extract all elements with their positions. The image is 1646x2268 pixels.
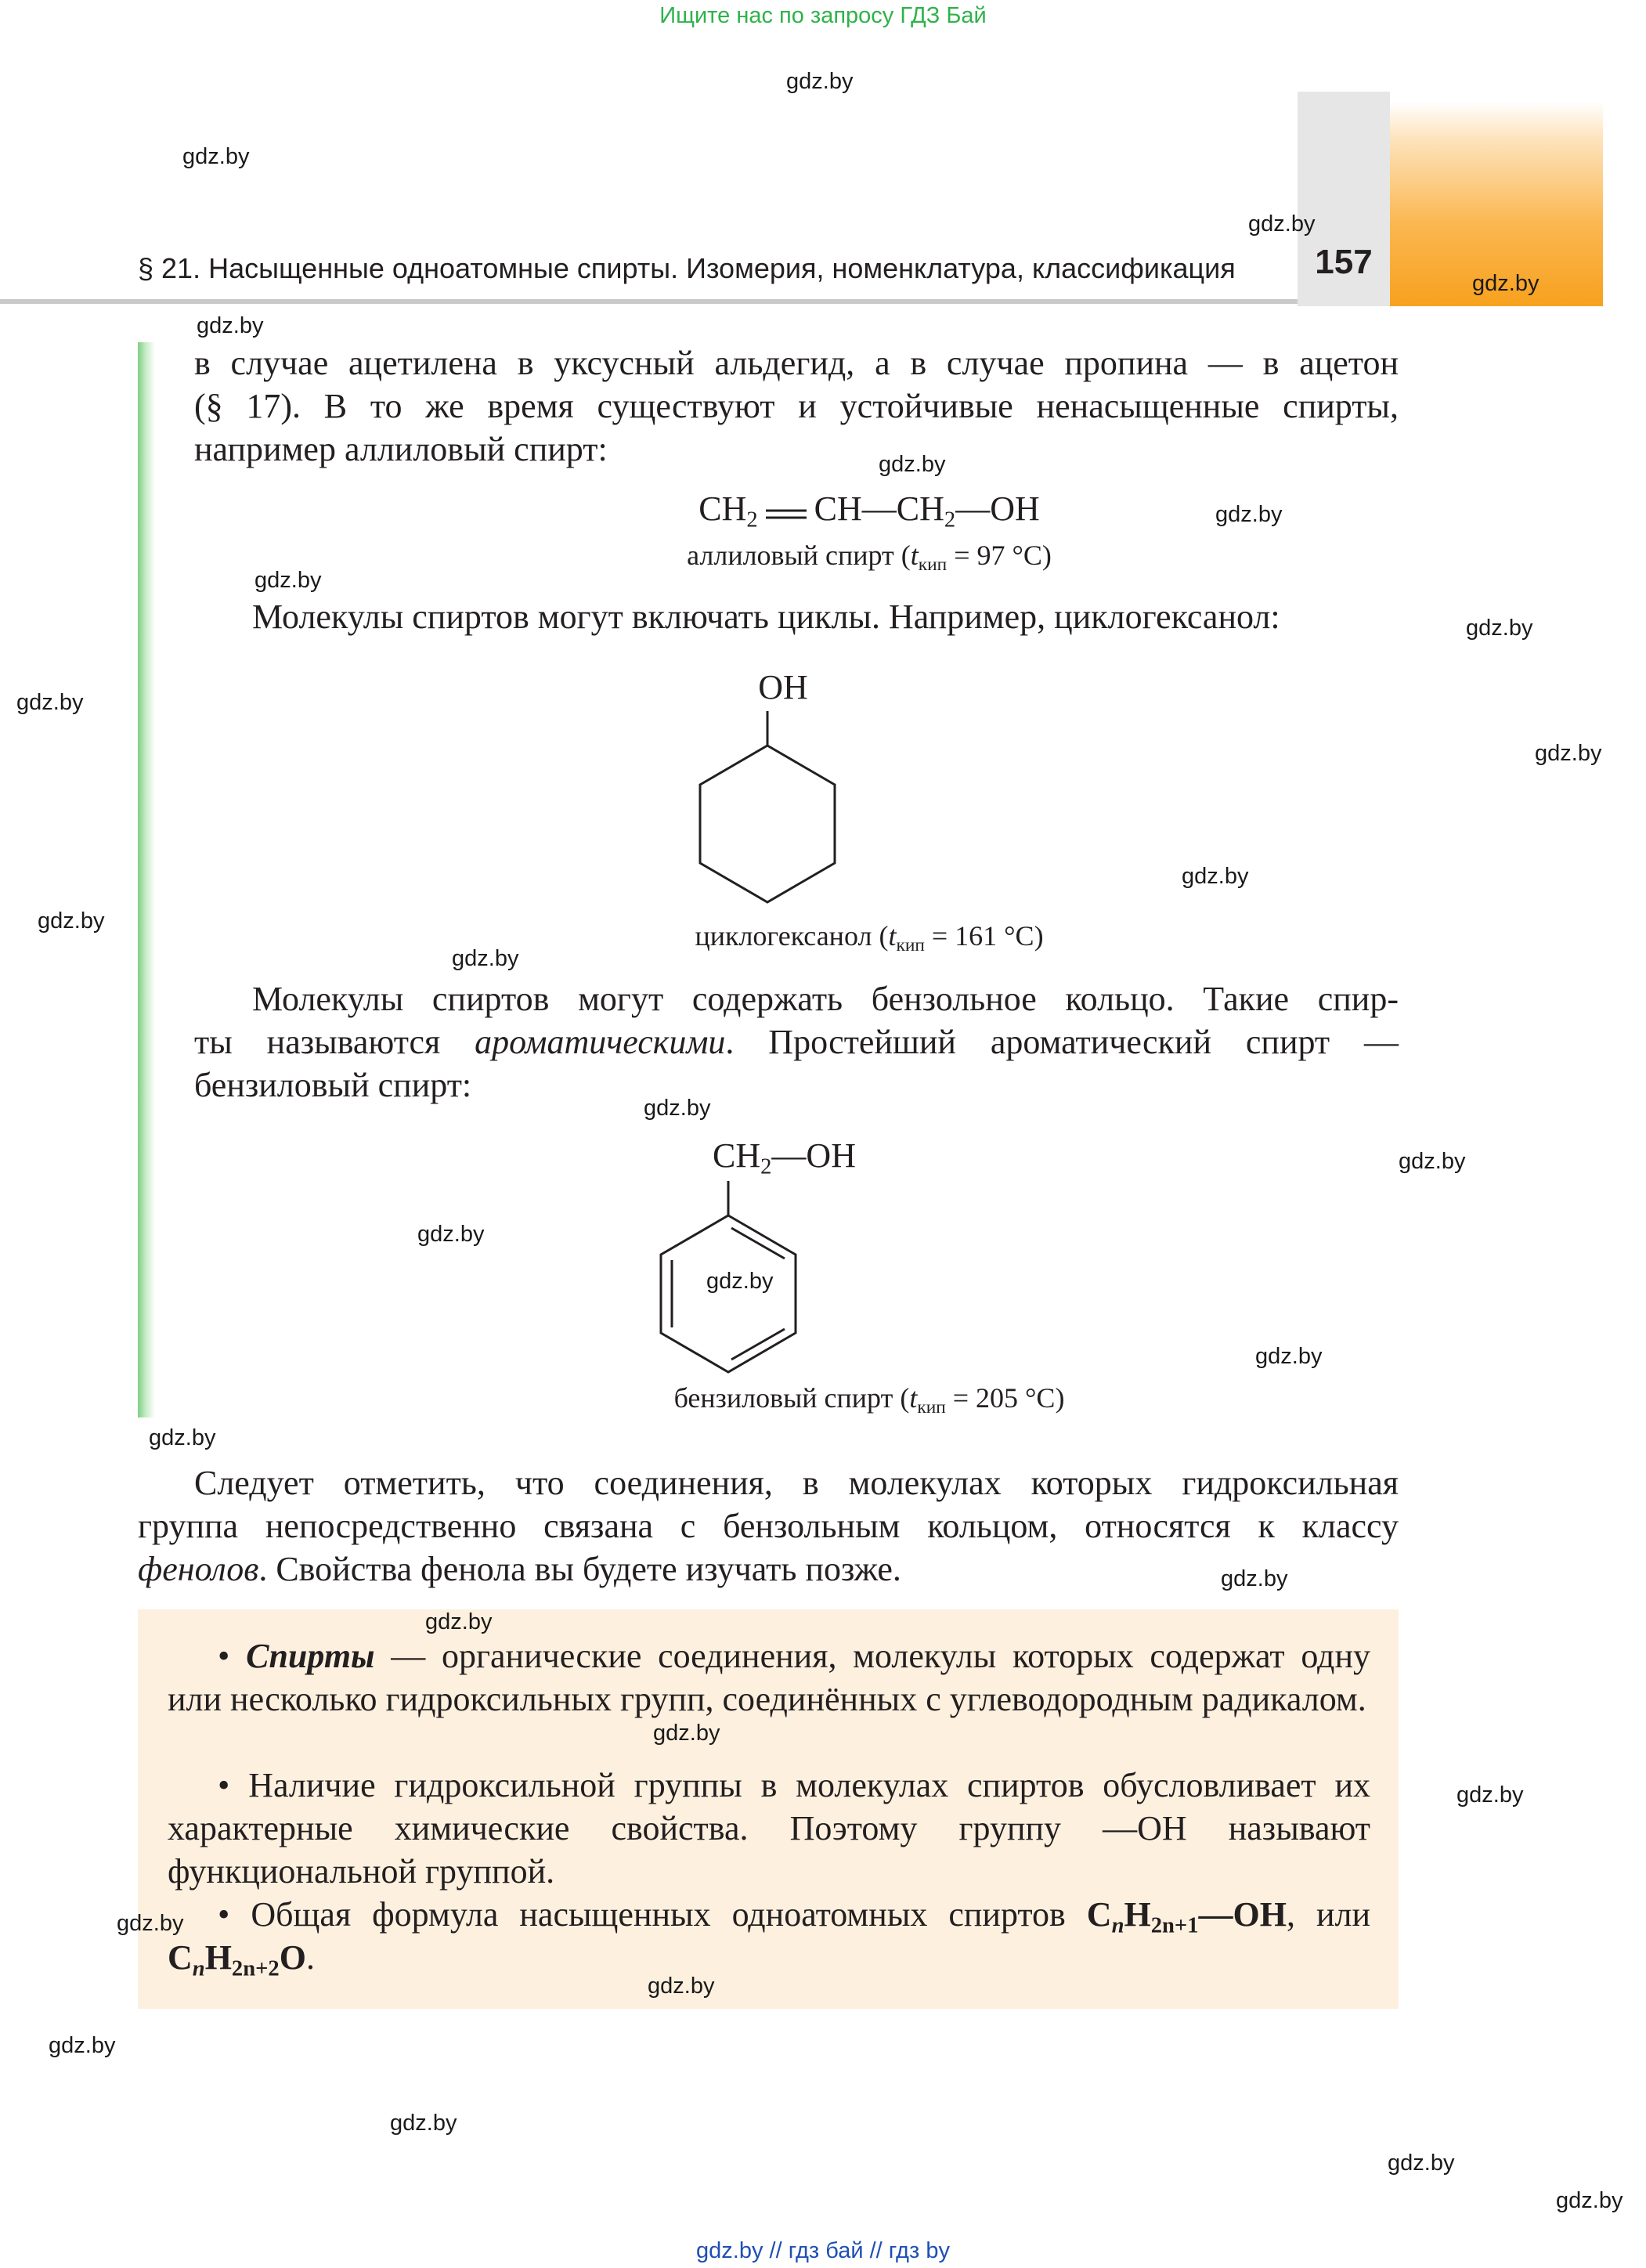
watermark: gdz.by (254, 568, 322, 593)
watermark: gdz.by (197, 313, 264, 338)
intro-line-3: например аллиловый спирт: (194, 430, 608, 468)
section-header-title: § 21. Насыщенные одноатомные спирты. Изомерия, номенклатура, классификация (138, 252, 1236, 284)
watermark: gdz.by (1248, 211, 1316, 237)
benzyl-caption: бензиловый спирт ($t_{кип} = 205$ °C) (673, 1382, 1065, 1418)
watermark: gdz.by (786, 69, 854, 94)
watermark: gdz.by (16, 690, 84, 715)
cyclohexanol-caption: циклогексанол ($t_{кип} = 161$ °C) (695, 920, 1044, 956)
watermark: gdz.by (648, 1974, 715, 1999)
watermark: gdz.by (49, 2033, 116, 2058)
aromatic-line-2: ты называются ароматическими. Простейший ароматический спирт — (194, 1023, 1399, 1061)
watermark: gdz.by (706, 1269, 774, 1294)
watermark: gdz.by (653, 1721, 720, 1746)
watermark: gdz.by (38, 908, 105, 934)
watermark: gdz.by (1466, 616, 1533, 641)
watermark: gdz.by (1182, 864, 1249, 889)
watermark: gdz.by (452, 946, 519, 971)
watermark: gdz.by (1221, 1566, 1288, 1591)
phenol-line-2: группа непосредственно связана с бензольным кольцом, относятся к классу (138, 1507, 1399, 1545)
bullet-dot-icon: • (218, 1637, 247, 1675)
watermark: gdz.by (1399, 1149, 1466, 1174)
aromatic-line-3: бензиловый спирт: (194, 1066, 472, 1104)
watermark: gdz.by (1215, 502, 1283, 527)
intro-line-2: (§ 17). В то же время существуют и устойчивые ненасыщенные спирты, (194, 387, 1399, 425)
watermark: gdz.by (1535, 741, 1602, 766)
bullet-dot-icon: • (218, 1766, 249, 1804)
aromatic-line-1: Молекулы спиртов могут содержать бензольное кольцо. Такие спир- (252, 980, 1399, 1018)
watermark: gdz.by (182, 144, 250, 169)
general-formula-2: $C_nH_{2n+2}O$ (168, 1938, 306, 1981)
margin-green-bar (138, 342, 155, 1418)
summary-bullet-3: • Общая формула насыщенных одноатомных спиртов $C_nH_{2n+1}—OH$, или $C_nH_{2n+2}O$. (168, 1895, 1370, 1981)
cyclo-text: Молекулы спиртов могут включать циклы. Например, циклогексанол: (252, 598, 1280, 636)
benzyl-formula: $CH_2—OH$ (713, 1136, 856, 1179)
header-divider (0, 299, 1298, 304)
watermark: gdz.by (644, 1096, 711, 1121)
watermark: gdz.by (117, 1911, 184, 1936)
general-formula-1: $C_nH_{2n+1}—OH$ (1086, 1895, 1287, 1938)
watermark: gdz.by (1472, 271, 1540, 296)
double-bond-icon (763, 492, 810, 532)
allyl-formula: $CH_2$ $CH—CH_2—OH$ (698, 489, 1040, 533)
watermark: gdz.by (1556, 2188, 1623, 2213)
watermark: gdz.by (149, 1425, 216, 1450)
watermark: gdz.by (879, 452, 946, 477)
summary-bullet-1: • Спирты — органические соединения, молекулы которых содержат одну или несколько гидроксильных групп, соединённых с углеводородным радикалом. (168, 1637, 1370, 1718)
intro-line-1: в случае ацетилена в уксусный альдегид, а в случае пропина — в ацетон (194, 344, 1399, 382)
watermark: gdz.by (425, 1609, 493, 1634)
watermark: gdz.by (417, 1222, 485, 1247)
cyclohexanol-oh-label: OH (758, 668, 808, 706)
bottom-banner[interactable]: gdz.by // гдз бай // гдз by (696, 2238, 950, 2263)
watermark: gdz.by (1456, 1782, 1524, 1808)
cyclohexane-ring-icon (689, 705, 846, 908)
summary-bullet-2: • Наличие гидроксильной группы в молекулах спиртов обусловливает их характерные химические свойства. Поэтому группу —OH называют функциональной группой. (168, 1766, 1370, 1891)
page-number: 157 (1315, 243, 1373, 281)
watermark: gdz.by (1255, 1344, 1323, 1369)
phenol-line-3: фенолов. Свойства фенола вы будете изучать позже. (138, 1550, 901, 1588)
top-banner: Ищите нас по запросу ГДЗ Бай (659, 3, 987, 28)
bullet-dot-icon: • (218, 1895, 251, 1934)
watermark: gdz.by (1388, 2151, 1455, 2176)
allyl-caption: аллиловый спирт ($t_{кип} = 97$ °C) (687, 540, 1052, 576)
watermark: gdz.by (390, 2111, 457, 2136)
phenol-line-1: Следует отметить, что соединения, в молекулах которых гидроксильная (194, 1464, 1399, 1502)
